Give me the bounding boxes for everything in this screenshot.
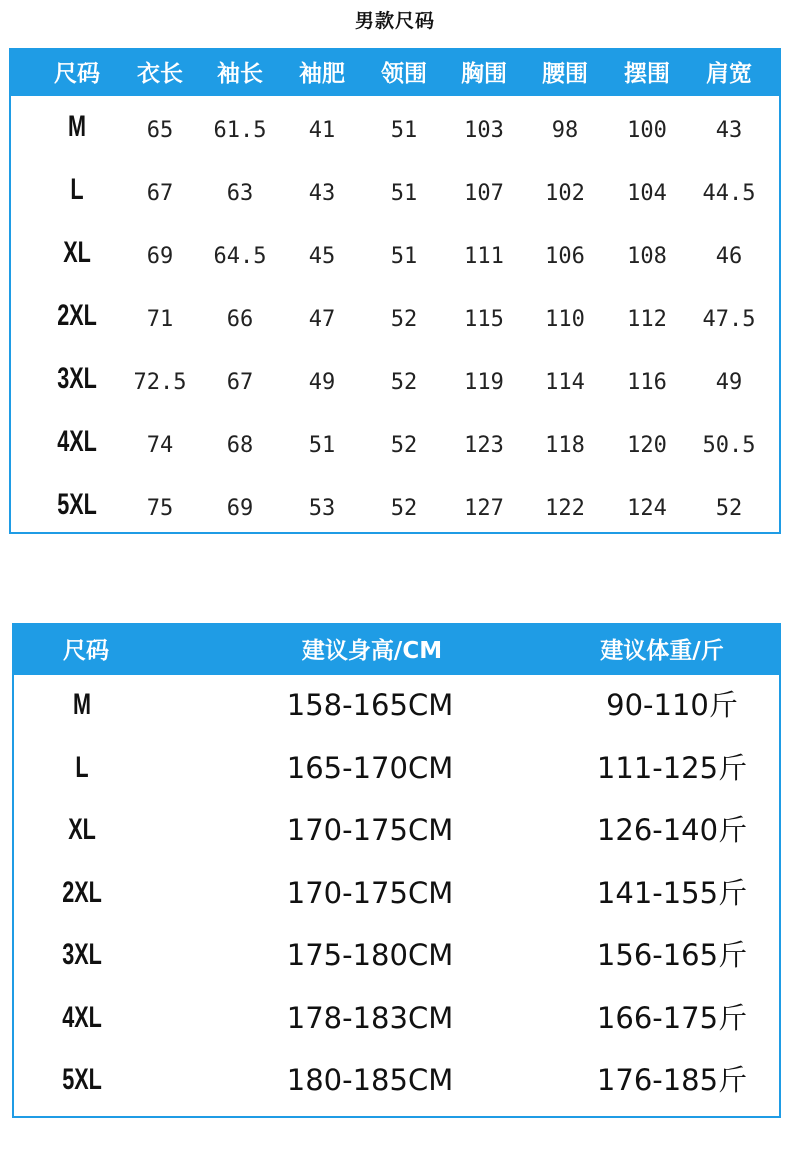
cell-length: 75 — [146, 496, 174, 521]
cell-sleeve-width: 41 — [308, 118, 336, 143]
header-sleeve-length: 袖长 — [217, 61, 263, 87]
cell-sleeve-width: 51 — [308, 433, 336, 458]
cell-weight: 166-175斤 — [596, 1000, 748, 1035]
cell-size: 2XL — [57, 299, 97, 332]
cell-height: 158-165CM — [286, 688, 454, 722]
cell-weight: 111-125斤 — [596, 750, 748, 785]
cell-size: L — [75, 750, 89, 784]
cell-height: 170-175CM — [286, 813, 454, 847]
cell-sleeve-length: 61.5 — [213, 118, 267, 143]
cell-shoulder: 44.5 — [702, 181, 756, 206]
header-sleeve-width: 袖肥 — [299, 61, 345, 87]
cell-size: L — [70, 173, 84, 206]
cell-weight: 176-185斤 — [596, 1063, 748, 1097]
cell-hem: 100 — [627, 118, 667, 143]
cell-size: 3XL — [62, 938, 102, 971]
cell-waist: 106 — [545, 244, 585, 269]
header-length: 衣长 — [137, 61, 183, 87]
cell-shoulder: 49 — [715, 370, 743, 395]
cell-neck: 52 — [390, 433, 418, 458]
cell-shoulder: 46 — [715, 244, 743, 269]
cell-size: 4XL — [57, 425, 97, 458]
cell-chest: 107 — [464, 181, 504, 206]
cell-chest: 111 — [464, 244, 504, 269]
cell-chest: 115 — [464, 307, 504, 332]
cell-size: 3XL — [57, 362, 97, 395]
cell-sleeve-width: 49 — [308, 370, 336, 395]
cell-hem: 120 — [627, 433, 667, 458]
cell-size: 4XL — [62, 1000, 102, 1034]
header-waist: 腰围 — [542, 61, 588, 87]
cell-hem: 108 — [627, 244, 667, 269]
cell-sleeve-length: 69 — [226, 496, 254, 521]
fit-table-header — [14, 625, 779, 675]
cell-size: M — [73, 688, 91, 721]
cell-waist: 98 — [551, 118, 579, 143]
cell-shoulder: 43 — [715, 118, 743, 143]
cell-height: 170-175CM — [286, 875, 454, 910]
cell-sleeve-length: 68 — [226, 433, 254, 458]
page-title: 男款尺码 — [354, 10, 435, 32]
cell-shoulder: 47.5 — [702, 307, 756, 332]
cell-waist: 118 — [545, 433, 585, 458]
cell-size: 2XL — [62, 875, 102, 909]
cell-sleeve-length: 67 — [226, 370, 254, 395]
cell-height: 175-180CM — [286, 938, 454, 972]
cell-hem: 112 — [627, 307, 667, 332]
cell-size: 5XL — [62, 1063, 102, 1096]
size-table-header — [11, 50, 779, 96]
cell-chest: 127 — [464, 496, 504, 521]
header-size: 尺码 — [63, 638, 109, 664]
cell-neck: 51 — [390, 244, 418, 269]
cell-height: 165-170CM — [286, 750, 454, 785]
cell-hem: 104 — [627, 181, 667, 206]
header-neck: 领围 — [381, 61, 427, 87]
cell-shoulder: 52 — [715, 496, 743, 521]
cell-length: 74 — [146, 433, 174, 458]
cell-size: M — [68, 110, 86, 143]
cell-hem: 116 — [627, 370, 667, 395]
cell-waist: 122 — [545, 496, 585, 521]
cell-height: 178-183CM — [286, 1000, 454, 1035]
cell-sleeve-width: 43 — [308, 181, 336, 206]
cell-chest: 123 — [464, 433, 504, 458]
cell-sleeve-length: 64.5 — [213, 244, 267, 269]
cell-weight: 156-165斤 — [596, 938, 748, 972]
cell-shoulder: 50.5 — [702, 433, 756, 458]
cell-waist: 102 — [545, 181, 585, 206]
cell-length: 65 — [146, 118, 174, 143]
cell-neck: 51 — [390, 118, 418, 143]
cell-length: 72.5 — [133, 370, 187, 395]
cell-hem: 124 — [627, 496, 667, 521]
cell-sleeve-length: 63 — [226, 181, 254, 206]
header-shoulder: 肩宽 — [706, 61, 752, 87]
cell-length: 69 — [146, 244, 174, 269]
cell-neck: 51 — [390, 181, 418, 206]
cell-neck: 52 — [390, 370, 418, 395]
cell-weight: 126-140斤 — [596, 813, 748, 847]
cell-neck: 52 — [390, 496, 418, 521]
cell-chest: 119 — [464, 370, 504, 395]
size-measurement-table — [9, 48, 781, 534]
header-size: 尺码 — [54, 61, 100, 87]
cell-sleeve-width: 45 — [308, 244, 336, 269]
cell-sleeve-length: 66 — [226, 307, 254, 332]
cell-size: 5XL — [57, 488, 97, 521]
cell-length: 71 — [146, 307, 174, 332]
cell-weight: 90-110斤 — [606, 688, 738, 722]
cell-sleeve-width: 47 — [308, 307, 336, 332]
cell-size: XL — [63, 236, 91, 269]
cell-sleeve-width: 53 — [308, 496, 336, 521]
cell-length: 67 — [146, 181, 174, 206]
cell-size: XL — [68, 813, 96, 846]
cell-waist: 110 — [545, 307, 585, 332]
cell-weight: 141-155斤 — [596, 875, 748, 910]
cell-neck: 52 — [390, 307, 418, 332]
header-height: 建议身高/CM — [301, 638, 443, 664]
cell-height: 180-185CM — [286, 1063, 454, 1097]
cell-waist: 114 — [545, 370, 585, 395]
header-weight: 建议体重/斤 — [600, 638, 724, 664]
fit-recommendation-table — [12, 623, 781, 1118]
cell-chest: 103 — [464, 118, 504, 143]
header-chest: 胸围 — [461, 61, 507, 87]
header-hem: 摆围 — [624, 61, 670, 87]
